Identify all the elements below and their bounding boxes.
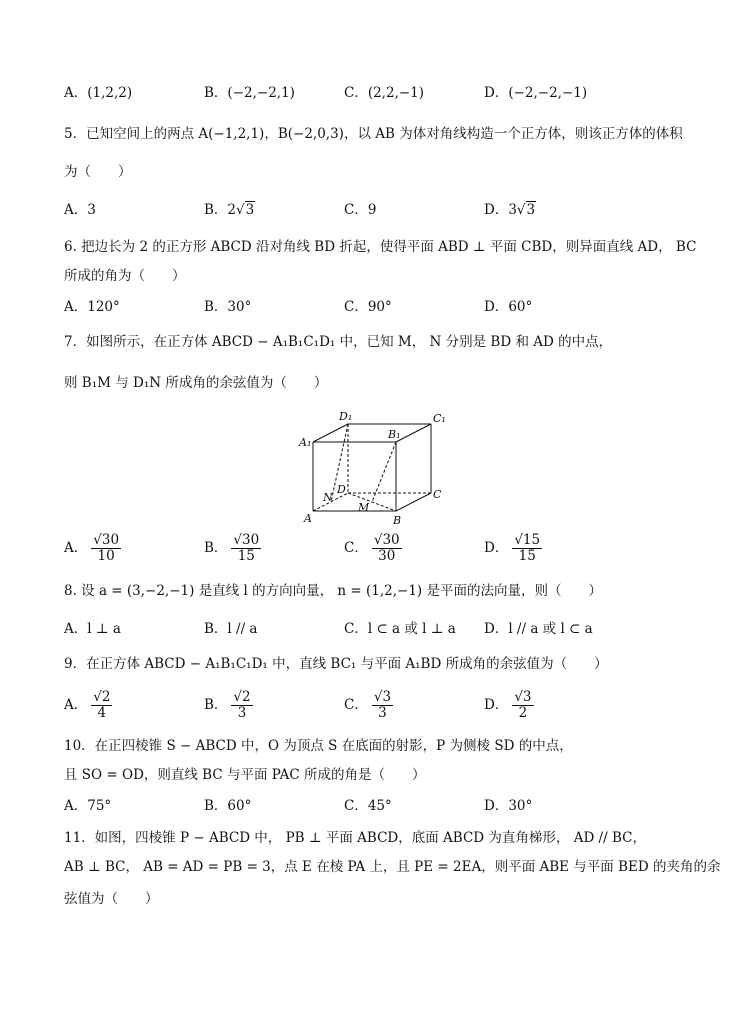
q9-option-b-numerator: √2 — [233, 689, 251, 705]
q11-stem-line2: AB ⊥ BC， AB = AD = PB = 3，点 E 在棱 PA 上，且 PE = 2EA，则平面 ABE 与平面 BED 的夹角的余 — [64, 859, 721, 875]
q7-option-c-label: C． — [344, 540, 368, 556]
q9-option-a-denominator: 4 — [97, 705, 107, 721]
q7-stem-line1: 7．如图所示，在正方体 ABCD − A₁B₁C₁D₁ 中，已知 M， N 分别是 BD 和 AD 的中点， — [64, 334, 613, 350]
q5-option-b-radical: √3 — [236, 202, 255, 218]
q7-option-d-fraction — [512, 533, 542, 564]
label-d1: D₁ — [339, 410, 353, 423]
q5-stem-line2: 为（ ） — [64, 164, 132, 180]
edge-bc — [396, 493, 431, 511]
label-m: M — [358, 501, 370, 514]
q8-option-c: C．l ⊂ a 或 l ⊥ a — [344, 621, 456, 637]
q6-option-c: C．90° — [344, 299, 392, 315]
label-n: N — [323, 491, 333, 504]
q9-option-d-fraction — [512, 690, 533, 721]
q7-option-d — [484, 533, 542, 564]
q7-option-a — [64, 533, 121, 564]
q5-option-d-coef: D．3 — [484, 202, 517, 218]
q5-option-c: C．9 — [344, 202, 377, 218]
q9-option-c-denominator: 3 — [378, 705, 387, 721]
q7-option-d-numerator: √15 — [514, 532, 541, 548]
q8-option-a: A．l ⊥ a — [64, 621, 121, 637]
q5-option-d — [484, 201, 536, 219]
edge-b1c1 — [396, 424, 431, 442]
q5-option-a: A．3 — [64, 202, 96, 218]
q9-option-c-fraction — [372, 690, 393, 721]
q5-option-b-radicand: 3 — [245, 202, 255, 218]
q7-option-b-fraction — [231, 533, 261, 564]
q11-stem-line1: 11．如图，四棱锥 P − ABCD 中， PB ⊥ 平面 ABCD，底面 ABCD 为直角梯形， AD // BC， — [64, 830, 646, 846]
cube-figure — [296, 408, 446, 526]
q10-option-a: A．75° — [64, 798, 112, 814]
q7-option-a-denominator: 10 — [97, 548, 115, 564]
q7-option-c-denominator: 30 — [378, 548, 396, 564]
q9-option-d-label: D． — [484, 697, 509, 713]
q9-option-c — [344, 690, 393, 721]
q9-option-d-denominator: 2 — [518, 705, 528, 721]
label-b: B — [393, 514, 402, 526]
q10-stem-line1: 10．在正四棱锥 S − ABCD 中，O 为顶点 S 在底面的射影，P 为侧棱 SD 的中点， — [64, 738, 573, 754]
q7-option-a-label: A． — [64, 540, 88, 556]
q5-option-d-radical: √3 — [516, 202, 536, 218]
q7-stem-line2: 则 B₁M 与 D₁N 所成角的余弦值为（ ） — [64, 375, 328, 391]
q10-stem-line2: 且 SO = OD，则直线 BC 与平面 PAC 所成的角是（ ） — [64, 767, 426, 783]
q6-option-b: B．30° — [204, 299, 252, 315]
q5-option-d-radicand: 3 — [526, 202, 536, 218]
q5-option-b-coef: B．2 — [204, 202, 237, 218]
q8-stem-line1: 8. 设 a = (3,−2,−1) 是直线 l 的方向向量， n = (1,2,−1) 是平面的法向量，则（ ） — [64, 583, 602, 599]
q9-option-d-numerator: √3 — [514, 689, 532, 705]
q6-option-a: A．120° — [64, 299, 120, 315]
edge-a1d1 — [313, 424, 348, 442]
q9-option-b — [204, 690, 253, 721]
label-c1: C₁ — [433, 412, 446, 425]
q7-option-b-denominator: 15 — [237, 548, 255, 564]
label-b1: B₁ — [388, 428, 401, 441]
q9-option-a-label: A． — [64, 697, 88, 713]
q9-option-a-numerator: √2 — [93, 689, 111, 705]
q9-option-d — [484, 690, 534, 721]
q8-option-b: B．l // a — [204, 621, 258, 637]
q10-option-b: B．60° — [204, 798, 252, 814]
label-a1: A₁ — [299, 436, 312, 449]
label-a: A — [304, 512, 312, 525]
q4-option-a: A．(1,2,2) — [64, 85, 133, 101]
q4-option-d: D．(−2,−2,−1) — [484, 85, 588, 101]
q10-option-d: D．30° — [484, 798, 533, 814]
q7-option-c — [344, 533, 402, 564]
q7-option-b — [204, 533, 261, 564]
q9-option-a — [64, 690, 112, 721]
q7-option-b-numerator: √30 — [233, 532, 260, 548]
q7-option-c-numerator: √30 — [373, 532, 400, 548]
q11-stem-line3: 弦值为（ ） — [64, 891, 159, 907]
q9-option-c-label: C． — [344, 697, 368, 713]
q7-option-b-label: B． — [204, 540, 228, 556]
q8-option-d: D．l // a 或 l ⊂ a — [484, 621, 593, 637]
q9-option-a-fraction — [91, 690, 112, 721]
q9-option-b-denominator: 3 — [237, 705, 247, 721]
label-d: D — [337, 483, 346, 496]
q7-option-a-numerator: √30 — [93, 532, 120, 548]
q5-stem-line1: 5．已知空间上的两点 A(−1,2,1)，B(−2,0,3)，以 AB 为体对角线构造一个正方体，则该正方体的体积 — [64, 126, 683, 142]
q10-option-c: C．45° — [344, 798, 392, 814]
q7-option-c-fraction — [372, 533, 402, 564]
q4-option-c: C．(2,2,−1) — [344, 85, 425, 101]
q7-option-d-denominator: 15 — [518, 548, 536, 564]
q5-option-b — [204, 201, 255, 219]
q6-stem-line2: 所成的角为（ ） — [64, 268, 186, 284]
q7-option-d-label: D． — [484, 540, 509, 556]
q9-stem-line1: 9．在正方体 ABCD − A₁B₁C₁D₁ 中，直线 BC₁ 与平面 A₁BD 所成角的余弦值为（ ） — [64, 656, 608, 672]
q4-option-b: B．(−2,−2,1) — [204, 85, 295, 101]
label-c: C — [433, 488, 442, 501]
q9-option-b-label: B． — [204, 697, 228, 713]
q6-option-d: D．60° — [484, 299, 533, 315]
q9-option-b-fraction — [231, 690, 252, 721]
q7-option-a-fraction — [91, 533, 121, 564]
q9-option-c-numerator: √3 — [373, 689, 392, 705]
q6-stem-line1: 6. 把边长为 2 的正方形 ABCD 沿对角线 BD 折起，使得平面 ABD ⊥ 平面 CBD，则异面直线 AD， BC — [64, 239, 697, 255]
